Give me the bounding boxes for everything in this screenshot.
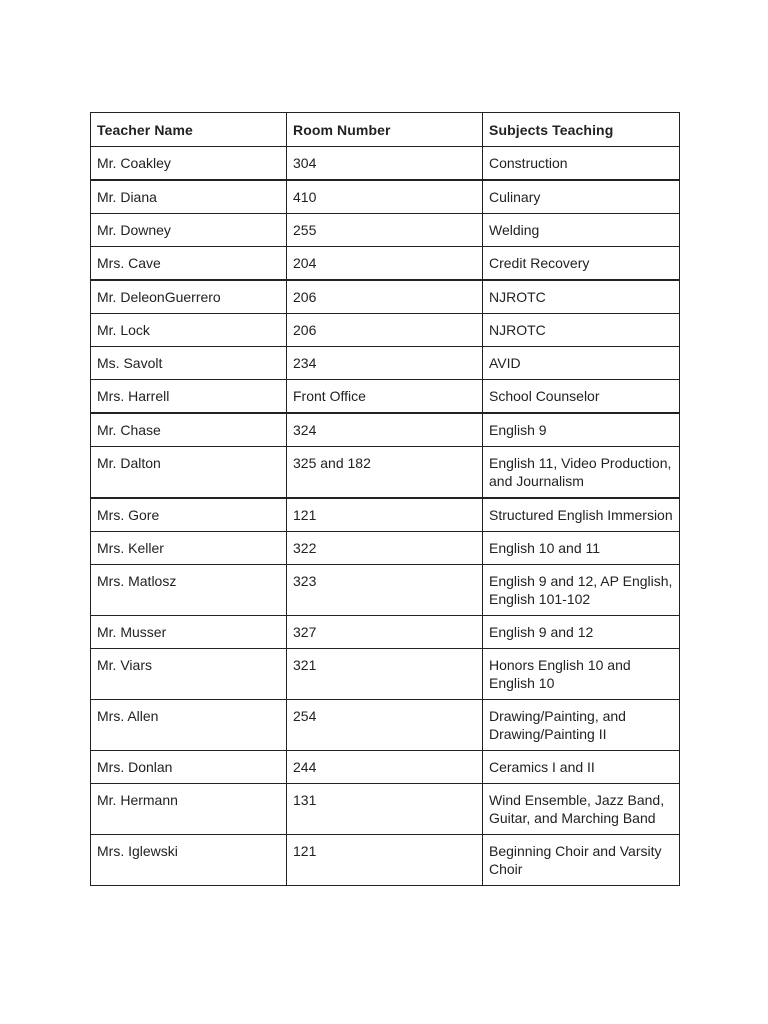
room-number-cell: 325 and 182 — [287, 447, 483, 499]
teacher-name-cell: Mrs. Iglewski — [91, 835, 287, 886]
header-teacher-name: Teacher Name — [91, 113, 287, 147]
header-room-number: Room Number — [287, 113, 483, 147]
table-row — [91, 214, 680, 247]
subjects-cell: Structured English Immersion — [483, 498, 680, 532]
room-number-cell: 121 — [287, 498, 483, 532]
room-number-cell: 206 — [287, 314, 483, 347]
subjects-cell: English 9 and 12 — [483, 616, 680, 649]
teacher-name-cell: Mr. Viars — [91, 649, 287, 700]
table-row — [91, 347, 680, 380]
table-row — [91, 247, 680, 281]
subjects-cell: School Counselor — [483, 380, 680, 414]
room-number-cell: 206 — [287, 280, 483, 314]
subjects-cell: Ceramics I and II — [483, 751, 680, 784]
room-number-cell: 327 — [287, 616, 483, 649]
subjects-cell: Beginning Choir and Varsity Choir — [483, 835, 680, 886]
teacher-name-cell: Mrs. Matlosz — [91, 565, 287, 616]
teacher-name-cell: Mr. Musser — [91, 616, 287, 649]
subjects-cell: English 9 — [483, 413, 680, 447]
table-row — [91, 751, 680, 784]
room-number-cell: 204 — [287, 247, 483, 281]
table-row — [91, 835, 680, 886]
table-row — [91, 147, 680, 181]
table-row — [91, 180, 680, 214]
subjects-cell: Culinary — [483, 180, 680, 214]
subjects-cell: Wind Ensemble, Jazz Band, Guitar, and Marching Band — [483, 784, 680, 835]
room-number-cell: 234 — [287, 347, 483, 380]
room-number-cell: 324 — [287, 413, 483, 447]
table-row — [91, 565, 680, 616]
table-row — [91, 616, 680, 649]
table-body — [91, 147, 680, 886]
subjects-cell: English 10 and 11 — [483, 532, 680, 565]
table-row — [91, 447, 680, 499]
subjects-cell: NJROTC — [483, 280, 680, 314]
teacher-name-cell: Mr. Diana — [91, 180, 287, 214]
table-row — [91, 784, 680, 835]
teacher-name-cell: Mrs. Harrell — [91, 380, 287, 414]
table-row — [91, 380, 680, 414]
table-header-row — [91, 113, 680, 147]
subjects-cell: English 11, Video Production, and Journalism — [483, 447, 680, 499]
subjects-cell: Drawing/Painting, and Drawing/Painting II — [483, 700, 680, 751]
subjects-cell: Credit Recovery — [483, 247, 680, 281]
room-number-cell: 254 — [287, 700, 483, 751]
subjects-cell: English 9 and 12, AP English, English 101-102 — [483, 565, 680, 616]
teacher-roster-table — [90, 112, 680, 886]
room-number-cell: 323 — [287, 565, 483, 616]
teacher-name-cell: Mr. Lock — [91, 314, 287, 347]
subjects-cell: Welding — [483, 214, 680, 247]
room-number-cell: 121 — [287, 835, 483, 886]
teacher-name-cell: Mr. Dalton — [91, 447, 287, 499]
teacher-name-cell: Mrs. Allen — [91, 700, 287, 751]
header-subjects-teaching: Subjects Teaching — [483, 113, 680, 147]
teacher-name-cell: Mr. Coakley — [91, 147, 287, 181]
room-number-cell: 322 — [287, 532, 483, 565]
room-number-cell: 255 — [287, 214, 483, 247]
subjects-cell: NJROTC — [483, 314, 680, 347]
table-row — [91, 314, 680, 347]
table-row — [91, 532, 680, 565]
room-number-cell: 131 — [287, 784, 483, 835]
subjects-cell: Honors English 10 and English 10 — [483, 649, 680, 700]
room-number-cell: 244 — [287, 751, 483, 784]
subjects-cell: Construction — [483, 147, 680, 181]
teacher-name-cell: Mr. DeleonGuerrero — [91, 280, 287, 314]
teacher-name-cell: Mrs. Gore — [91, 498, 287, 532]
table-row — [91, 413, 680, 447]
table-row — [91, 649, 680, 700]
table-row — [91, 498, 680, 532]
teacher-name-cell: Ms. Savolt — [91, 347, 287, 380]
subjects-cell: AVID — [483, 347, 680, 380]
table-row — [91, 280, 680, 314]
room-number-cell: 321 — [287, 649, 483, 700]
teacher-name-cell: Mrs. Cave — [91, 247, 287, 281]
room-number-cell: Front Office — [287, 380, 483, 414]
room-number-cell: 304 — [287, 147, 483, 181]
teacher-name-cell: Mrs. Keller — [91, 532, 287, 565]
table-row — [91, 700, 680, 751]
teacher-name-cell: Mr. Downey — [91, 214, 287, 247]
teacher-name-cell: Mrs. Donlan — [91, 751, 287, 784]
teacher-name-cell: Mr. Hermann — [91, 784, 287, 835]
teacher-name-cell: Mr. Chase — [91, 413, 287, 447]
room-number-cell: 410 — [287, 180, 483, 214]
